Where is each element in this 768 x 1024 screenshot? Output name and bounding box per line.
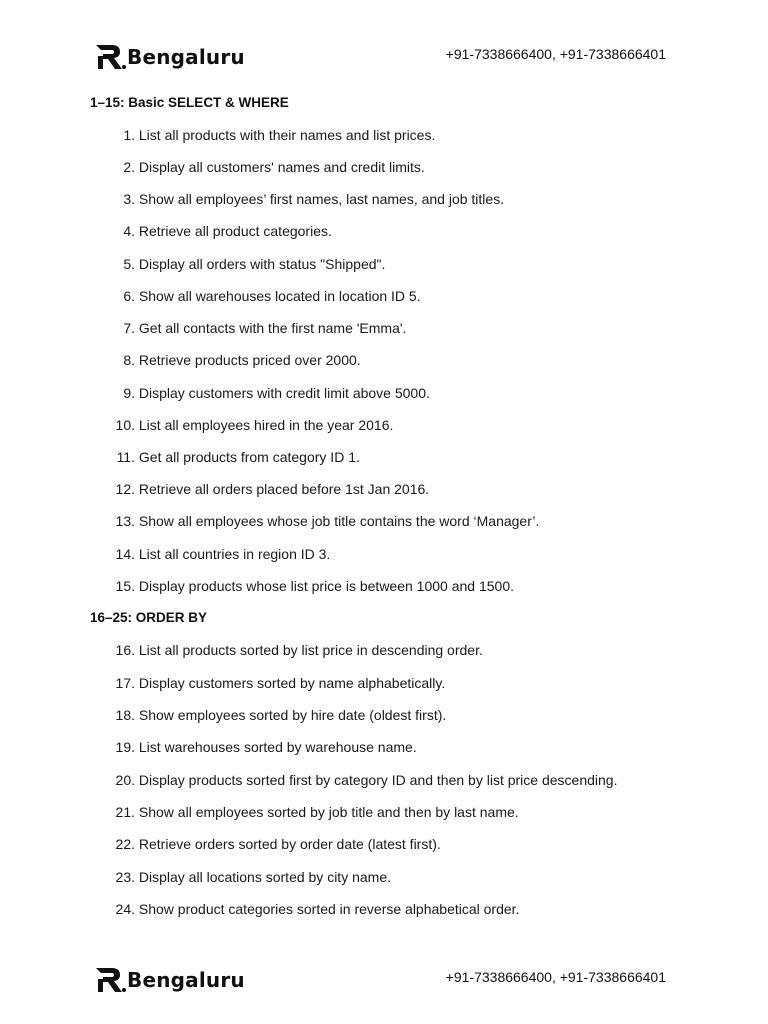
item-text: List all employees hired in the year 2016.: [138, 417, 394, 433]
item-text: Get all products from category ID 1.: [138, 449, 360, 465]
item-number: 8.: [123, 352, 135, 368]
list-item: [110, 157, 670, 177]
item-number: 15.: [115, 578, 135, 594]
item-text: Retrieve products priced over 2000.: [138, 352, 361, 368]
item-number: 14.: [115, 546, 135, 562]
item-number: 7.: [123, 320, 135, 336]
item-text: Retrieve orders sorted by order date (latest first).: [138, 836, 441, 852]
item-text: List all countries in region ID 3.: [138, 546, 331, 562]
section-heading: 1–15: Basic SELECT & WHERE: [90, 95, 289, 110]
list-item: [110, 867, 670, 887]
list-item: [110, 125, 670, 145]
item-text: Display all customers' names and credit limits.: [138, 159, 425, 175]
contact-phone: +91-7338666400, +91-7338666401: [445, 969, 666, 985]
list-item: [110, 383, 670, 403]
brand-name: Bengaluru: [127, 968, 245, 992]
item-text: Show all employees whose job title contains the word ‘Manager’.: [138, 513, 540, 529]
item-number: 10.: [115, 417, 135, 433]
item-number: 3.: [123, 191, 135, 207]
list-item: [110, 479, 670, 499]
list-item: [110, 447, 670, 467]
page-footer: [94, 963, 666, 997]
item-text: Display all locations sorted by city name.: [138, 869, 391, 885]
list-item: [110, 415, 670, 435]
item-number: 20.: [115, 772, 135, 788]
item-number: 13.: [115, 513, 135, 529]
item-number: 19.: [115, 739, 135, 755]
item-number: 18.: [115, 707, 135, 723]
list-item: [110, 544, 670, 564]
item-number: 21.: [115, 804, 135, 820]
item-number: 4.: [123, 223, 135, 239]
item-number: 5.: [123, 256, 135, 272]
item-number: 2.: [123, 159, 135, 175]
list-item: [110, 899, 670, 919]
list-item: [110, 705, 670, 725]
item-text: List warehouses sorted by warehouse name.: [138, 739, 417, 755]
page-header: [94, 40, 666, 74]
item-text: Display products sorted first by category ID and then by list price descending.: [138, 772, 618, 788]
item-text: List all products sorted by list price in descending order.: [138, 642, 483, 658]
list-item: [110, 286, 670, 306]
list-item: [110, 770, 670, 790]
item-number: 22.: [115, 836, 135, 852]
contact-phone: +91-7338666400, +91-7338666401: [445, 46, 666, 62]
item-text: Show all warehouses located in location ID 5.: [138, 288, 421, 304]
brand-logo: [94, 965, 245, 995]
list-item: [110, 640, 670, 660]
item-text: Display customers with credit limit above 5000.: [138, 385, 430, 401]
item-number: 9.: [123, 385, 135, 401]
item-text: Show all employees’ first names, last names, and job titles.: [138, 191, 505, 207]
item-number: 23.: [115, 869, 135, 885]
list-item: [110, 221, 670, 241]
list-item: [110, 511, 670, 531]
list-item: [110, 737, 670, 757]
item-number: 1.: [123, 127, 135, 143]
list-item: [110, 802, 670, 822]
list-item: [110, 189, 670, 209]
brand-name: Bengaluru: [127, 45, 245, 69]
item-text: Display customers sorted by name alphabetically.: [138, 675, 446, 691]
item-text: List all products with their names and list prices.: [138, 127, 436, 143]
item-text: Show product categories sorted in reverse alphabetical order.: [138, 901, 520, 917]
list-item: [110, 576, 670, 596]
list-item: [110, 318, 670, 338]
section-heading: 16–25: ORDER BY: [90, 610, 208, 625]
item-number: 11.: [116, 449, 135, 465]
item-text: Display products whose list price is between 1000 and 1500.: [138, 578, 514, 594]
item-text: Show all employees sorted by job title and then by last name.: [138, 804, 519, 820]
item-text: Display all orders with status "Shipped".: [138, 256, 386, 272]
item-number: 12.: [115, 481, 135, 497]
item-text: Retrieve all orders placed before 1st Jan 2016.: [138, 481, 430, 497]
item-text: Get all contacts with the first name 'Emma'.: [138, 320, 407, 336]
brand-mark-icon: [94, 42, 126, 72]
item-number: 24.: [115, 901, 135, 917]
item-text: Retrieve all product categories.: [138, 223, 332, 239]
list-item: [110, 254, 670, 274]
item-number: 16.: [115, 642, 135, 658]
list-item: [110, 673, 670, 693]
item-text: Show employees sorted by hire date (oldest first).: [138, 707, 447, 723]
item-number: 17.: [115, 675, 135, 691]
item-number: 6.: [123, 288, 135, 304]
brand-logo: [94, 42, 245, 72]
brand-mark-icon: [94, 965, 126, 995]
list-item: [110, 834, 670, 854]
list-item: [110, 350, 670, 370]
